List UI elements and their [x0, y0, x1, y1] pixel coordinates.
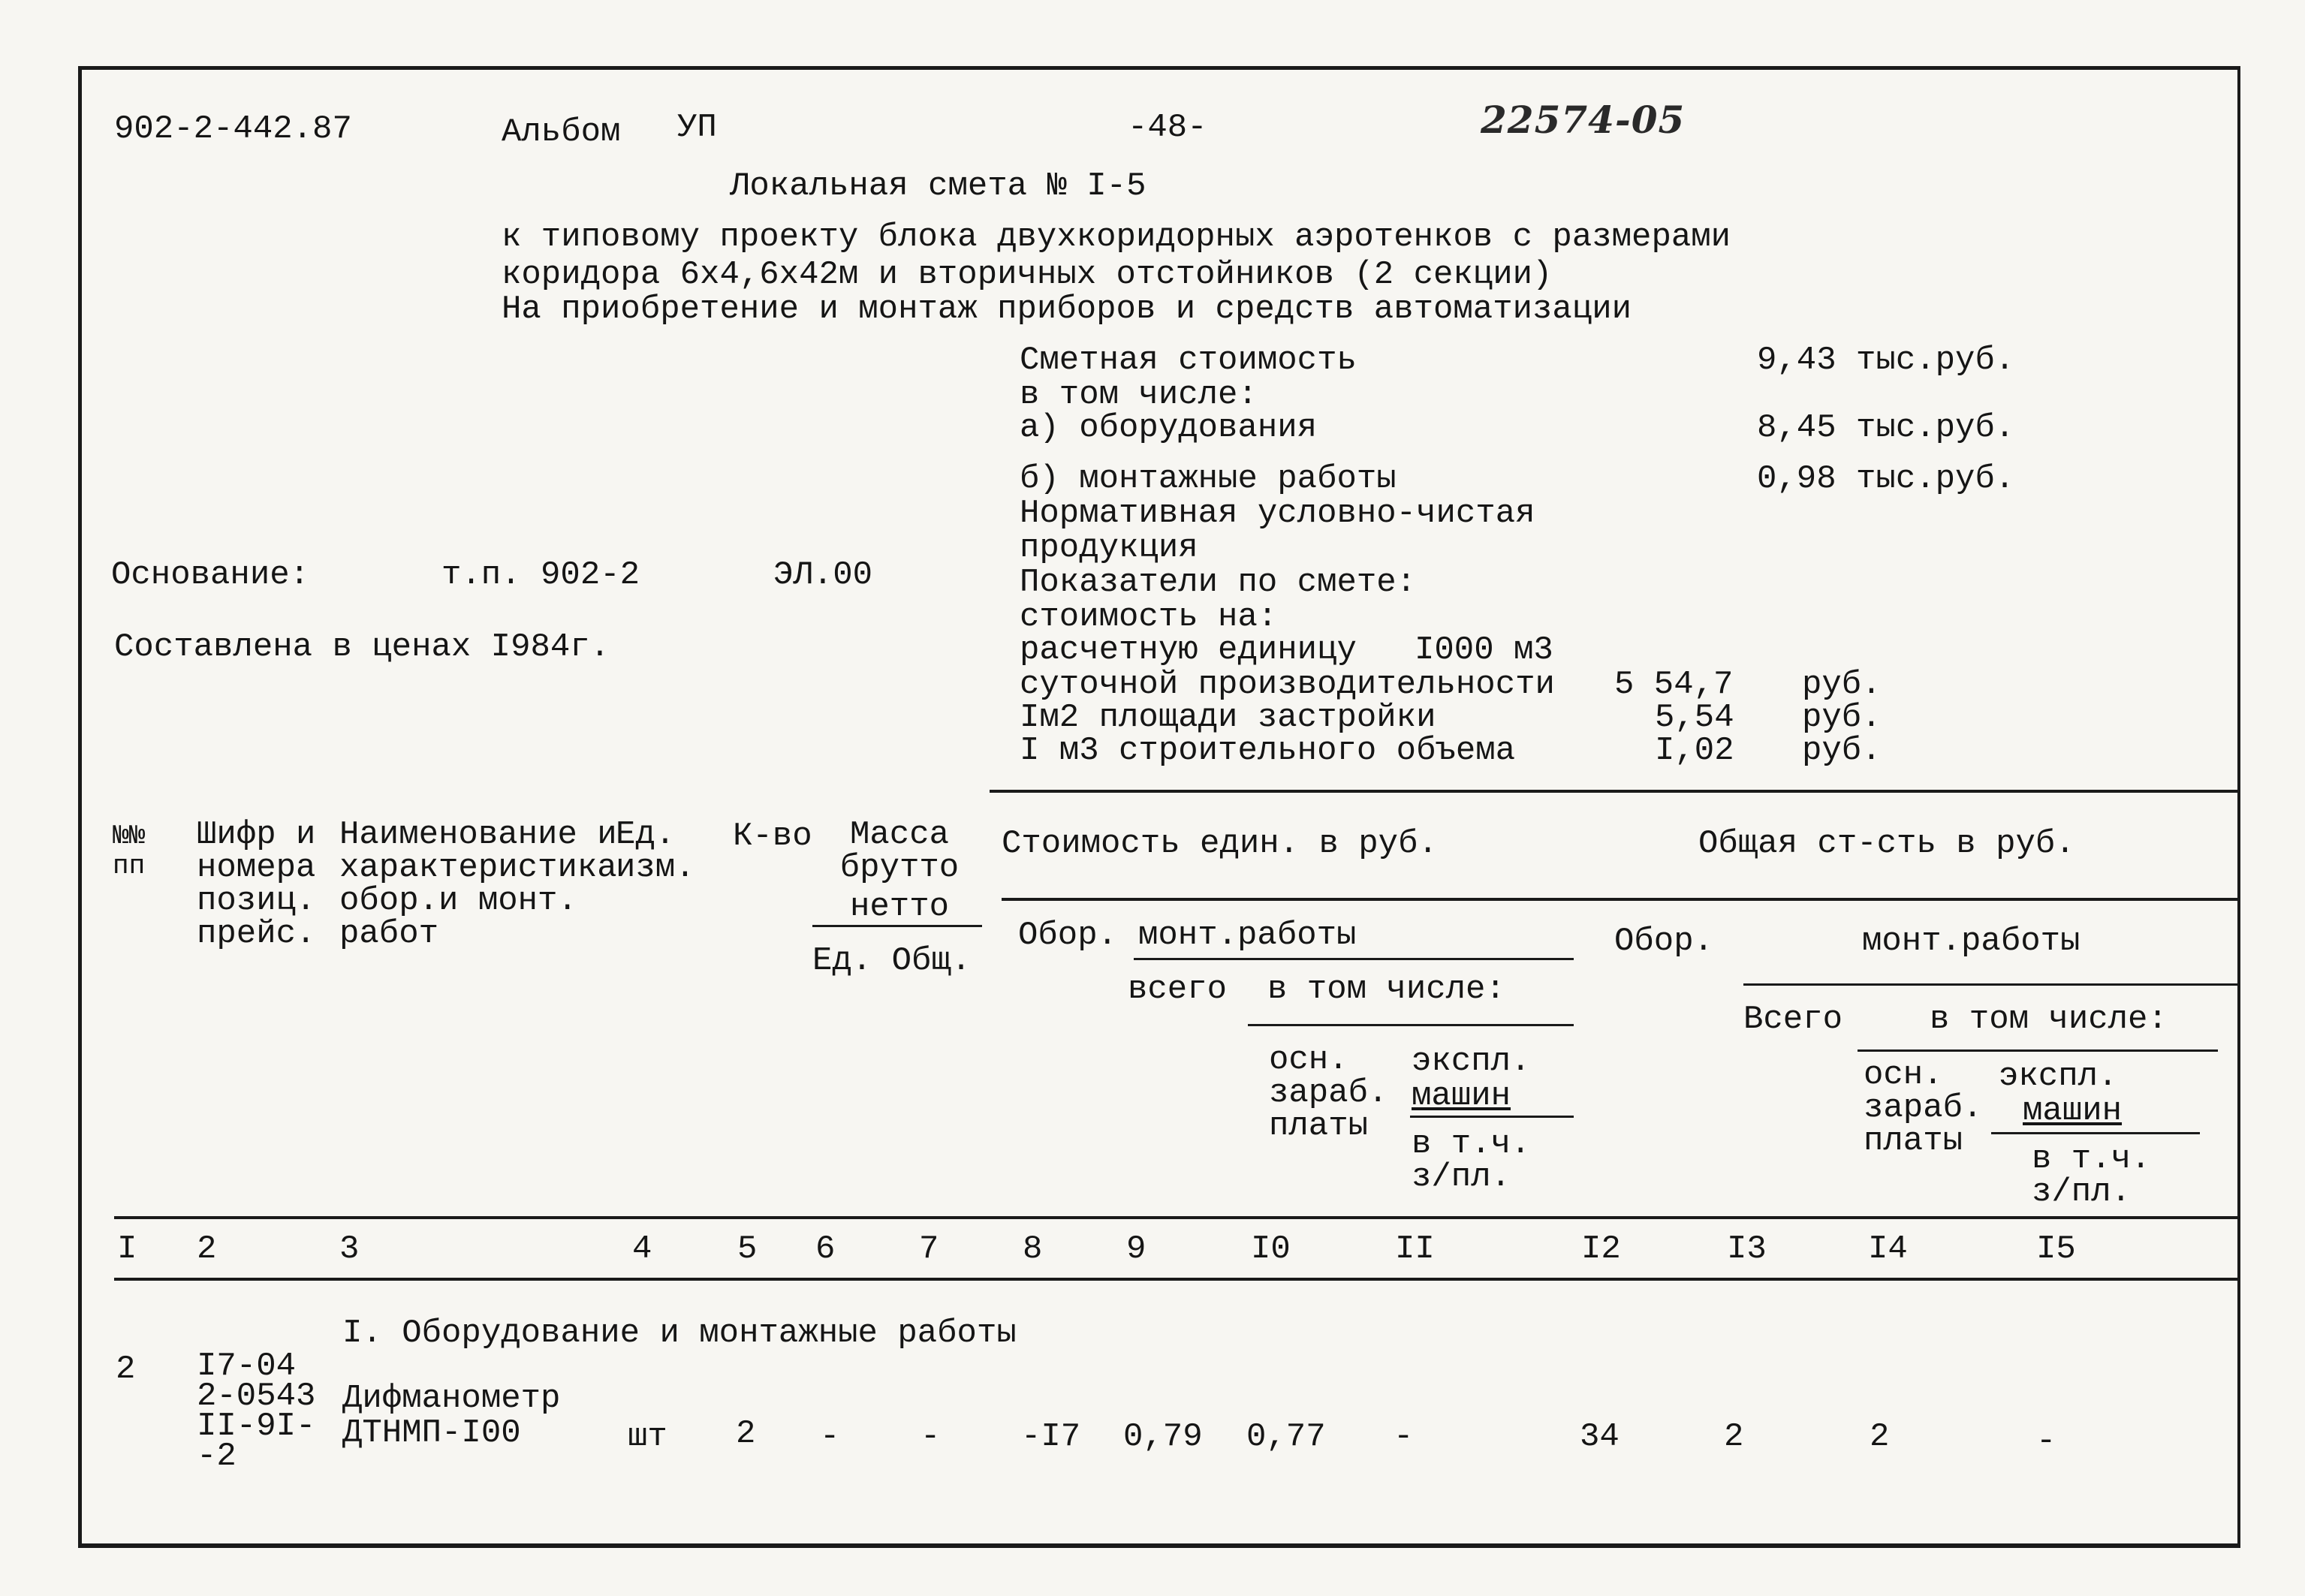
- installation-label: б) монтажные работы: [1020, 460, 1397, 498]
- row-mass-unit: -: [820, 1418, 840, 1456]
- summary-divider: [990, 790, 2237, 793]
- basis-sheet: ЭЛ.00: [773, 556, 873, 594]
- row-mont-mash: -: [1394, 1418, 1414, 1456]
- row-mont-total: 0,79: [1123, 1418, 1203, 1456]
- normative-label-2: продукция: [1020, 529, 1198, 567]
- estimated-cost-label: Сметная стоимость: [1020, 342, 1357, 379]
- row-code: I7-04 2-0543 II-9I- -2: [197, 1348, 316, 1475]
- incl-divider: [1248, 1024, 1574, 1026]
- equipment-label: а) оборудования: [1020, 409, 1318, 447]
- col-header-vsego2: Всего: [1743, 1001, 1843, 1038]
- col-header-qty: К-во: [733, 818, 812, 855]
- indicators-label: Показатели по смете:: [1020, 564, 1417, 601]
- normative-label: Нормативная условно-чистая: [1020, 495, 1535, 532]
- col-header-total-cost: Общая ст-сть в руб.: [1698, 825, 2075, 863]
- unit-label: расчетную единицу: [1020, 631, 1357, 669]
- estimated-cost-value: 9,43 тыс.руб.: [1757, 342, 2015, 379]
- col-number-12: I2: [1581, 1230, 1621, 1268]
- col-header-equip: Обор.: [1018, 917, 1118, 954]
- mashin-divider: [1410, 1116, 1574, 1118]
- daily-value: 5 54,7: [1614, 666, 1734, 703]
- cost-header-divider: [1002, 898, 2239, 901]
- col-header-osn2: осн. зараб. платы: [1864, 1056, 1983, 1160]
- col-number-1: I: [117, 1230, 137, 1268]
- subtitle-line-3: На приобретение и монтаж приборов и средств автоматизации: [502, 291, 1632, 328]
- row-equip: -I7: [1021, 1418, 1081, 1456]
- total-mont-divider: [1743, 983, 2237, 986]
- row-qty: 2: [736, 1415, 756, 1453]
- col-header-code: Шифр и номера позиц. прейс.: [197, 816, 316, 953]
- col-number-9: 9: [1126, 1230, 1146, 1268]
- document-title: Локальная смета № I-5: [730, 167, 1146, 205]
- equipment-value: 8,45 тыс.руб.: [1757, 409, 2015, 447]
- area-unit: руб.: [1802, 699, 1882, 736]
- row-total-mash: -: [2036, 1423, 2056, 1460]
- col-number-3: 3: [339, 1230, 360, 1268]
- col-header-ekspl: экспл.: [1412, 1043, 1531, 1080]
- row-num: 2: [116, 1351, 136, 1388]
- col-header-incl: в том числе:: [1267, 971, 1505, 1008]
- col-number-11: II: [1395, 1230, 1435, 1268]
- col-header-num: №№ пп: [113, 821, 146, 881]
- col-header-mass-unit: Ед. Общ.: [812, 942, 972, 980]
- col-header-vtch: в т.ч. з/пл.: [1412, 1125, 1531, 1196]
- col-number-10: I0: [1251, 1230, 1291, 1268]
- mont-divider: [1134, 958, 1574, 960]
- basis-project: т.п. 902-2: [441, 556, 640, 594]
- row-total-mont: 2: [1724, 1418, 1744, 1456]
- col-header-mashin: машин: [1412, 1077, 1511, 1115]
- section-title: I. Оборудование и монтажные работы: [342, 1314, 1017, 1352]
- album-label: Альбом: [502, 113, 621, 151]
- col-header-mass-net: нетто: [849, 888, 950, 926]
- row-mass-total: -: [920, 1418, 941, 1456]
- including-label: в том числе:: [1020, 376, 1258, 414]
- subtitle-line-1: к типовому проекту блока двухкоридорных аэротенков с размерами: [502, 218, 1731, 256]
- col-header-vsego: всего: [1128, 971, 1228, 1008]
- col-header-name: Наименование и характеристика обор.и монт. работ: [339, 816, 617, 953]
- installation-value: 0,98 тыс.руб.: [1757, 460, 2015, 498]
- daily-unit: руб.: [1802, 666, 1882, 703]
- daily-label: суточной производительности: [1020, 666, 1555, 703]
- col-header-mont: монт.работы: [1138, 917, 1357, 954]
- col-number-4: 4: [632, 1230, 652, 1268]
- col-numbers-divider: [114, 1278, 2239, 1281]
- col-number-7: 7: [919, 1230, 939, 1268]
- col-header-mass: Масса брутто: [839, 816, 960, 887]
- col-header-mashin2: машин: [2023, 1092, 2123, 1130]
- subtitle-line-2: коридора 6х4,6х42м и вторичных отстойников (2 секции): [502, 256, 1553, 294]
- col-number-14: I4: [1868, 1230, 1908, 1268]
- col-header-incl2: в том числе:: [1930, 1001, 2168, 1038]
- col-header-unit-cost: Стоимость един. в руб.: [1002, 825, 1438, 863]
- header-bottom-divider: [114, 1216, 2239, 1219]
- area-label: Iм2 площади застройки: [1020, 699, 1436, 736]
- col-header-unit: Ед. изм.: [616, 816, 695, 887]
- col-number-6: 6: [815, 1230, 836, 1268]
- album-value: УП: [677, 109, 717, 146]
- volume-value: I,02: [1655, 732, 1734, 769]
- row-name: Дифманометр ДТНМП-I00: [342, 1380, 561, 1452]
- prices-note: Составлена в ценах I984г.: [114, 628, 610, 666]
- row-total-equip: 34: [1580, 1418, 1620, 1456]
- col-number-2: 2: [197, 1230, 217, 1268]
- unit-value: I000 м3: [1415, 631, 1553, 669]
- col-number-5: 5: [737, 1230, 758, 1268]
- document-code: 902-2-442.87: [114, 110, 352, 148]
- area-value: 5,54: [1655, 699, 1734, 736]
- col-header-vtch2: в т.ч. з/пл.: [2032, 1140, 2151, 1211]
- mass-divider: [812, 925, 982, 927]
- incl2-divider: [1858, 1049, 2218, 1052]
- handwritten-number: 22574-05: [1481, 98, 1686, 142]
- row-mont-osn: 0,77: [1246, 1418, 1326, 1456]
- col-header-total-equip: Обор.: [1614, 923, 1714, 960]
- basis-label: Основание:: [111, 556, 310, 594]
- cost-for-label: стоимость на:: [1020, 598, 1278, 636]
- volume-label: I м3 строительного объема: [1020, 732, 1516, 769]
- col-header-total-mont: монт.работы: [1862, 923, 2081, 960]
- col-number-15: I5: [2036, 1230, 2076, 1268]
- col-header-ekspl2: экспл.: [1999, 1058, 2118, 1095]
- col-header-osn: осн. зараб. платы: [1269, 1041, 1388, 1145]
- mashin2-divider: [1991, 1132, 2200, 1134]
- col-number-13: I3: [1727, 1230, 1767, 1268]
- row-total-osn: 2: [1870, 1418, 1890, 1456]
- col-number-8: 8: [1023, 1230, 1043, 1268]
- page-number: -48-: [1128, 109, 1207, 146]
- volume-unit: руб.: [1802, 732, 1882, 769]
- row-unit: шт: [628, 1418, 667, 1456]
